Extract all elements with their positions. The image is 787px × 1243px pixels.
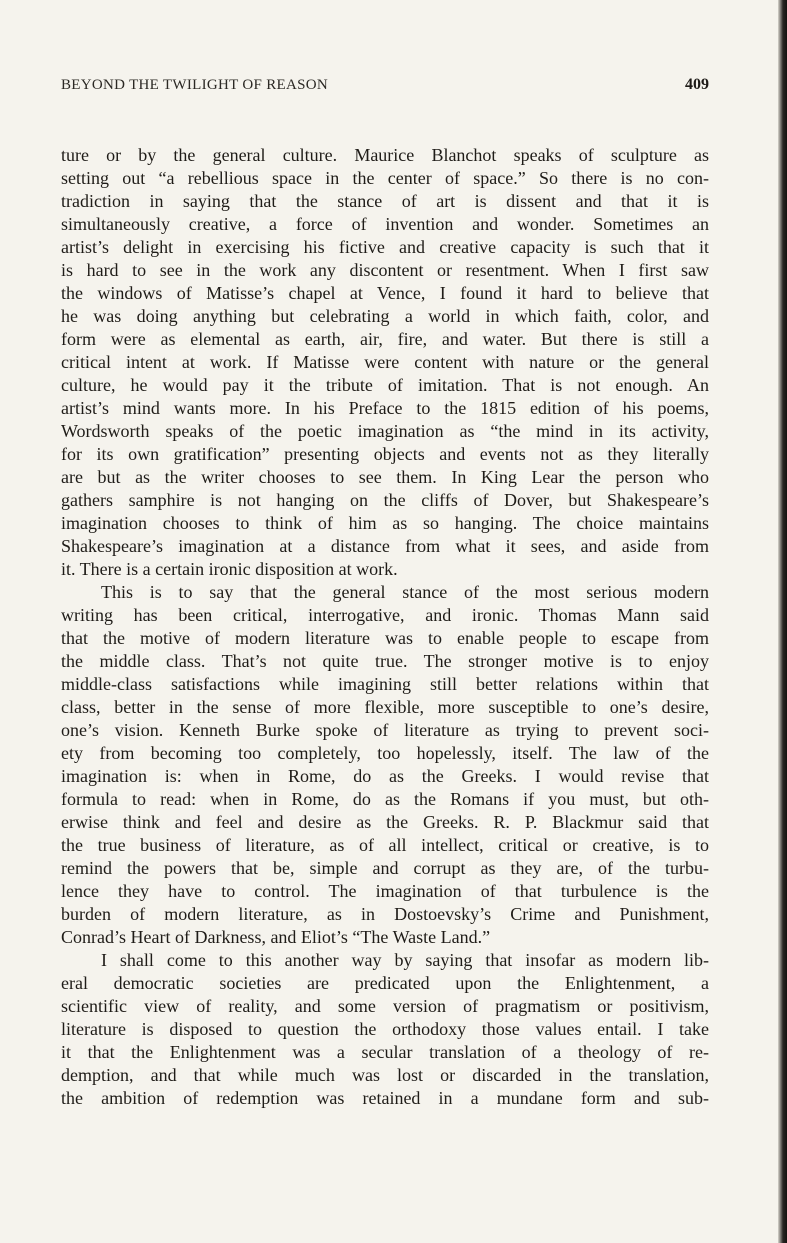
- text-line: ture or by the general culture. Maurice Blanchot speaks of sculpture as: [61, 145, 709, 165]
- text-line: literature is disposed to question the orthodoxy those values entail. I take: [61, 1019, 709, 1039]
- text-line: scientific view of reality, and some version of pragmatism or positivism,: [61, 996, 709, 1016]
- text-line: remind the powers that be, simple and corrupt as they are, of the turbu-: [61, 858, 709, 878]
- text-line: the ambition of redemption was retained in a mundane form and sub-: [61, 1088, 709, 1108]
- text-line: class, better in the sense of more flexible, more susceptible to one’s desire,: [61, 697, 709, 717]
- text-line: writing has been critical, interrogative, and ironic. Thomas Mann said: [61, 605, 709, 625]
- text-line: burden of modern literature, as in Dostoevsky’s Crime and Punishment,: [61, 904, 709, 924]
- text-line: artist’s mind wants more. In his Preface to the 1815 edition of his poems,: [61, 398, 709, 418]
- text-line: are but as the writer chooses to see them. In King Lear the person who: [61, 467, 709, 487]
- text-line: imagination is: when in Rome, do as the Greeks. I would revise that: [61, 766, 709, 786]
- page-binding-edge: [778, 0, 787, 1243]
- text-line: for its own gratification” presenting objects and events not as they literally: [61, 444, 709, 464]
- text-line: demption, and that while much was lost or discarded in the translation,: [61, 1065, 709, 1085]
- text-line: the true business of literature, as of all intellect, critical or creative, is to: [61, 835, 709, 855]
- paragraph-start-line: I shall come to this another way by saying that insofar as modern lib-: [101, 950, 709, 970]
- paragraph-end-line: it. There is a certain ironic disposition at work.: [61, 559, 398, 579]
- text-line: is hard to see in the work any discontent or resentment. When I first saw: [61, 260, 709, 280]
- text-line: form were as elemental as earth, air, fire, and water. But there is still a: [61, 329, 709, 349]
- text-line: that the motive of modern literature was to enable people to escape from: [61, 628, 709, 648]
- text-line: it that the Enlightenment was a secular translation of a theology of re-: [61, 1042, 709, 1062]
- text-line: eral democratic societies are predicated upon the Enlightenment, a: [61, 973, 709, 993]
- paragraph-start-line: This is to say that the general stance of the most serious modern: [101, 582, 709, 602]
- text-line: he was doing anything but celebrating a world in which faith, color, and: [61, 306, 709, 326]
- paragraph-end-line: Conrad’s Heart of Darkness, and Eliot’s “The Waste Land.”: [61, 927, 491, 947]
- text-line: one’s vision. Kenneth Burke spoke of literature as trying to prevent soci-: [61, 720, 709, 740]
- text-line: simultaneously creative, a force of invention and wonder. Sometimes an: [61, 214, 709, 234]
- text-line: imagination chooses to think of him as so hanging. The choice maintains: [61, 513, 709, 533]
- text-line: artist’s delight in exercising his fictive and creative capacity is such that it: [61, 237, 709, 257]
- text-line: the windows of Matisse’s chapel at Vence, I found it hard to believe that: [61, 283, 709, 303]
- text-line: Wordsworth speaks of the poetic imagination as “the mind in its activity,: [61, 421, 709, 441]
- body-text: [61, 144, 709, 1110]
- text-line: middle-class satisfactions while imagining still better relations within that: [61, 674, 709, 694]
- text-line: erwise think and feel and desire as the Greeks. R. P. Blackmur said that: [61, 812, 709, 832]
- text-line: lence they have to control. The imagination of that turbulence is the: [61, 881, 709, 901]
- running-head: [61, 77, 709, 99]
- text-line: tradiction in saying that the stance of art is dissent and that it is: [61, 191, 709, 211]
- text-line: ety from becoming too completely, too hopelessly, itself. The law of the: [61, 743, 709, 763]
- page-number: 409: [685, 76, 709, 93]
- text-line: setting out “a rebellious space in the center of space.” So there is no con-: [61, 168, 709, 188]
- text-line: the middle class. That’s not quite true. The stronger motive is to enjoy: [61, 651, 709, 671]
- text-line: formula to read: when in Rome, do as the Romans if you must, but oth-: [61, 789, 709, 809]
- text-line: Shakespeare’s imagination at a distance from what it sees, and aside from: [61, 536, 709, 556]
- text-line: culture, he would pay it the tribute of imitation. That is not enough. An: [61, 375, 709, 395]
- text-line: critical intent at work. If Matisse were content with nature or the general: [61, 352, 709, 372]
- text-line: gathers samphire is not hanging on the cliffs of Dover, but Shakespeare’s: [61, 490, 709, 510]
- running-title: BEYOND THE TWILIGHT OF REASON: [61, 77, 329, 93]
